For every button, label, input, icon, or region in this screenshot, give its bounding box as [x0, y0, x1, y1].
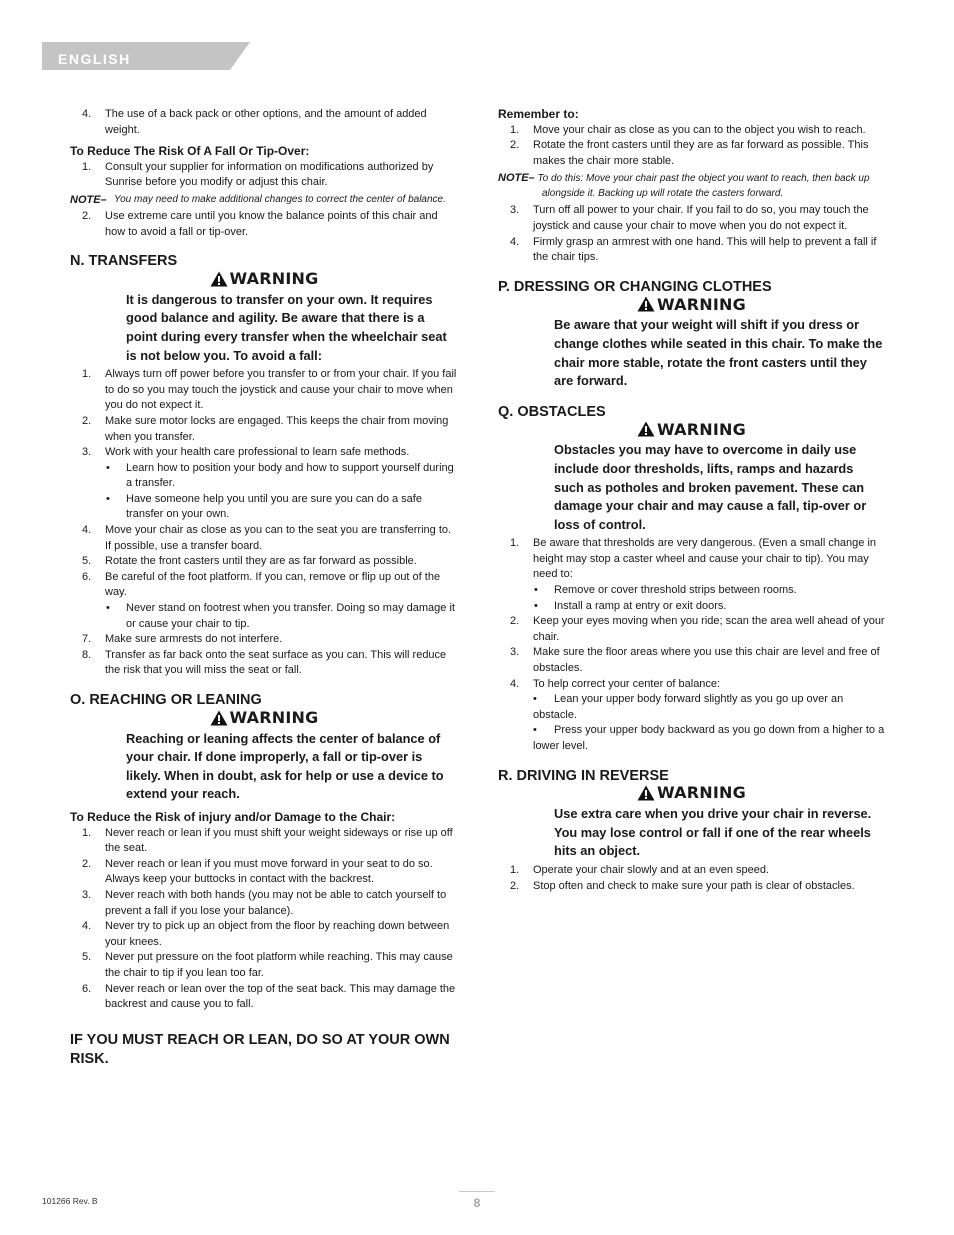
- list-item: 5. Never put pressure on the foot platform while reaching. This may cause the chair to tip if you lean too far.: [82, 951, 453, 979]
- list-item: 6. Never reach or lean over the top of the seat back. This may damage the backrest and cause you to fall.: [82, 982, 456, 1011]
- right-column: [498, 107, 885, 894]
- list-item: 3. Turn off all power to your chair. If you fail to do so, you may touch the joystick and cause your chair to move when you do not expect it.: [510, 204, 869, 232]
- bullet-item: • Never stand on footrest when you transfer. Doing so may damage it or cause your chair to tip.: [106, 602, 455, 630]
- bullet-item: • Have someone help you until you are sure you can do a safe transfer on your own.: [106, 492, 422, 521]
- list-item: 1. Consult your supplier for information on modifications authorized by Sunrise before you modify or adjust this chair.: [82, 160, 434, 189]
- list-item: 1. Move your chair as close as you can to the object you wish to reach.: [510, 123, 866, 136]
- warning-header: [70, 707, 458, 727]
- bullet-item: • Remove or cover threshold strips between rooms.: [498, 583, 885, 599]
- list-item: 4. The use of a back pack or other options, and the amount of added weight.: [82, 108, 427, 136]
- list-item: 1. Never reach or lean if you must shift your weight sideways or rise up off the seat.: [82, 826, 453, 855]
- warning-label: WARNING: [657, 783, 746, 803]
- warning-header: [70, 268, 458, 288]
- bullet-icon: •: [106, 602, 110, 615]
- list-item: 1. Always turn off power before you transfer to or from your chair. If you fail to do so you may touch the joystick and cause your chair to move when you do not expect it.: [82, 368, 457, 412]
- page-number-rule: [459, 1191, 495, 1192]
- warning-text: Reaching or leaning affects the center of balance of your chair. If done improperly, a fall or tip-over is likely. When in doubt, ask for help or use a device to extend your reach.: [126, 730, 444, 802]
- list-item: 5. Rotate the front casters until they are as far forward as possible.: [82, 555, 417, 568]
- bullet-icon: •: [533, 724, 537, 737]
- left-column: [70, 107, 458, 1070]
- list-item: 2. Make sure motor locks are engaged. This keeps the chair from moving when you transfer.: [82, 414, 449, 443]
- list-item: 4. Move your chair as close as you can to the seat you are transferring to. If possible, use a transfer board.: [82, 524, 452, 552]
- warning-label: WARNING: [229, 707, 319, 727]
- warning-triangle-icon: [210, 710, 228, 726]
- list-item: 3. Work with your health care professional to learn safe methods.: [82, 446, 410, 459]
- list-item: 1. Be aware that thresholds are very dangerous. (Even a small change in height may stop a caster wheel and cause your chair to tip). You may need to:: [510, 537, 877, 581]
- list-item: 8. Transfer as far back onto the seat surface as you can. This will reduce the risk that you will miss the seat or fall.: [82, 648, 447, 677]
- bullet-icon: •: [106, 461, 110, 474]
- list-item: 2. Use extreme care until you know the balance points of this chair and how to avoid a fall or tip-over.: [82, 209, 438, 238]
- list-item: 2. Never reach or lean if you must move forward in your seat to do so. Always keep your buttocks in contact with the backrest.: [82, 857, 433, 886]
- list-item: 2. Keep your eyes moving when you ride; scan the area well ahead of your chair.: [510, 615, 885, 643]
- subheading-remember: Remember to:: [498, 107, 579, 121]
- section-title-transfers: N. TRANSFERS: [70, 253, 178, 270]
- warning-label: WARNING: [229, 268, 319, 288]
- list-item: 4. To help correct your center of balance:: [510, 677, 721, 690]
- list-item: 7. Make sure armrests do not interfere.: [82, 633, 283, 646]
- language-label: ENGLISH: [58, 51, 131, 67]
- warning-header: [498, 421, 885, 437]
- warning-label: WARNING: [657, 419, 746, 439]
- list-item: 1. Operate your chair slowly and at an even speed.: [510, 863, 770, 876]
- subheading-risk-injury: To Reduce the Risk of injury and/or Damage to the Chair:: [70, 809, 396, 824]
- warning-triangle-icon: [637, 785, 655, 801]
- list-item: 3. Never reach with both hands (you may not be able to catch yourself to prevent a fall if you lose your balance).: [82, 888, 447, 917]
- warning-text: Obstacles you may have to overcome in daily use include door thresholds, lifts, ramps and hazards such as potholes and broken pavement. These can damage your chair and may cause a fall, tip-over or loss of control.: [554, 442, 867, 532]
- list-item: 4. Firmly grasp an armrest with one hand. This will help to prevent a fall if the chair tips.: [510, 235, 877, 264]
- list-item: 4. Never try to pick up an object from the floor by reaching down between your knees.: [82, 920, 450, 948]
- subheading-risk-fall: To Reduce The Risk Of A Fall Or Tip-Over:: [70, 144, 310, 159]
- bullet-item: • Lean your upper body forward slightly as you go up over an obstacle.: [533, 693, 844, 721]
- warning-header: [498, 785, 885, 801]
- bullet-item: • Press your upper body backward as you go down from a higher to a lower level.: [533, 724, 885, 752]
- list-item: 2. Rotate the front casters until they are as far forward as possible. This makes the chair more stable.: [510, 139, 869, 167]
- section-title-reverse: R. DRIVING IN REVERSE: [498, 767, 669, 784]
- warning-triangle-icon: [210, 271, 228, 287]
- list-item: 3. Make sure the floor areas where you use this chair are level and free of obstacles.: [510, 646, 880, 675]
- bullet-item: • Learn how to position your body and how to support yourself during a transfer.: [106, 461, 454, 490]
- final-statement: IF YOU MUST REACH OR LEAN, DO SO AT YOUR OWN RISK.: [70, 1031, 450, 1068]
- language-tab: [42, 42, 250, 70]
- bullet-icon: •: [534, 584, 538, 597]
- bullet-icon: •: [533, 693, 537, 706]
- warning-text: Use extra care when you drive your chair in reverse. You may lose control or fall if one of the rear wheels hits an object.: [554, 806, 872, 859]
- warning-text: Be aware that your weight will shift if you dress or change clothes while seated in this chair. To make the chair more stable, rotate the front casters until they are forward.: [554, 317, 883, 389]
- bullet-icon: •: [106, 492, 110, 505]
- warning-header: [498, 296, 885, 312]
- page-number: 8: [473, 1196, 481, 1210]
- warning-label: WARNING: [657, 294, 746, 314]
- bullet-icon: •: [534, 599, 538, 612]
- list-item: 2. Stop often and check to make sure your path is clear of obstacles.: [510, 879, 855, 892]
- section-title-dressing: P. DRESSING OR CHANGING CLOTHES: [498, 278, 772, 295]
- bullet-item: • Install a ramp at entry or exit doors.: [498, 599, 885, 615]
- warning-triangle-icon: [637, 296, 655, 312]
- list-item: 6. Be careful of the foot platform. If you can, remove or flip up out of the way.: [82, 570, 441, 599]
- warning-triangle-icon: [637, 421, 655, 437]
- note: NOTE– You may need to make additional changes to correct the center of balance.: [70, 193, 446, 206]
- section-title-reaching: O. REACHING OR LEANING: [70, 692, 262, 708]
- warning-text: It is dangerous to transfer on your own. It requires good balance and agility. Be aware that there is a point during every transfer when the wheelchair seat is not below you. To avoid a fall:: [126, 291, 447, 363]
- document-code: 101266 Rev. B: [42, 1196, 98, 1206]
- note: NOTE– To do this: Move your chair past the object you want to reach, then back up alongside it. Backing up will rotate the casters forward.: [498, 172, 870, 200]
- section-title-obstacles: Q. OBSTACLES: [498, 403, 606, 420]
